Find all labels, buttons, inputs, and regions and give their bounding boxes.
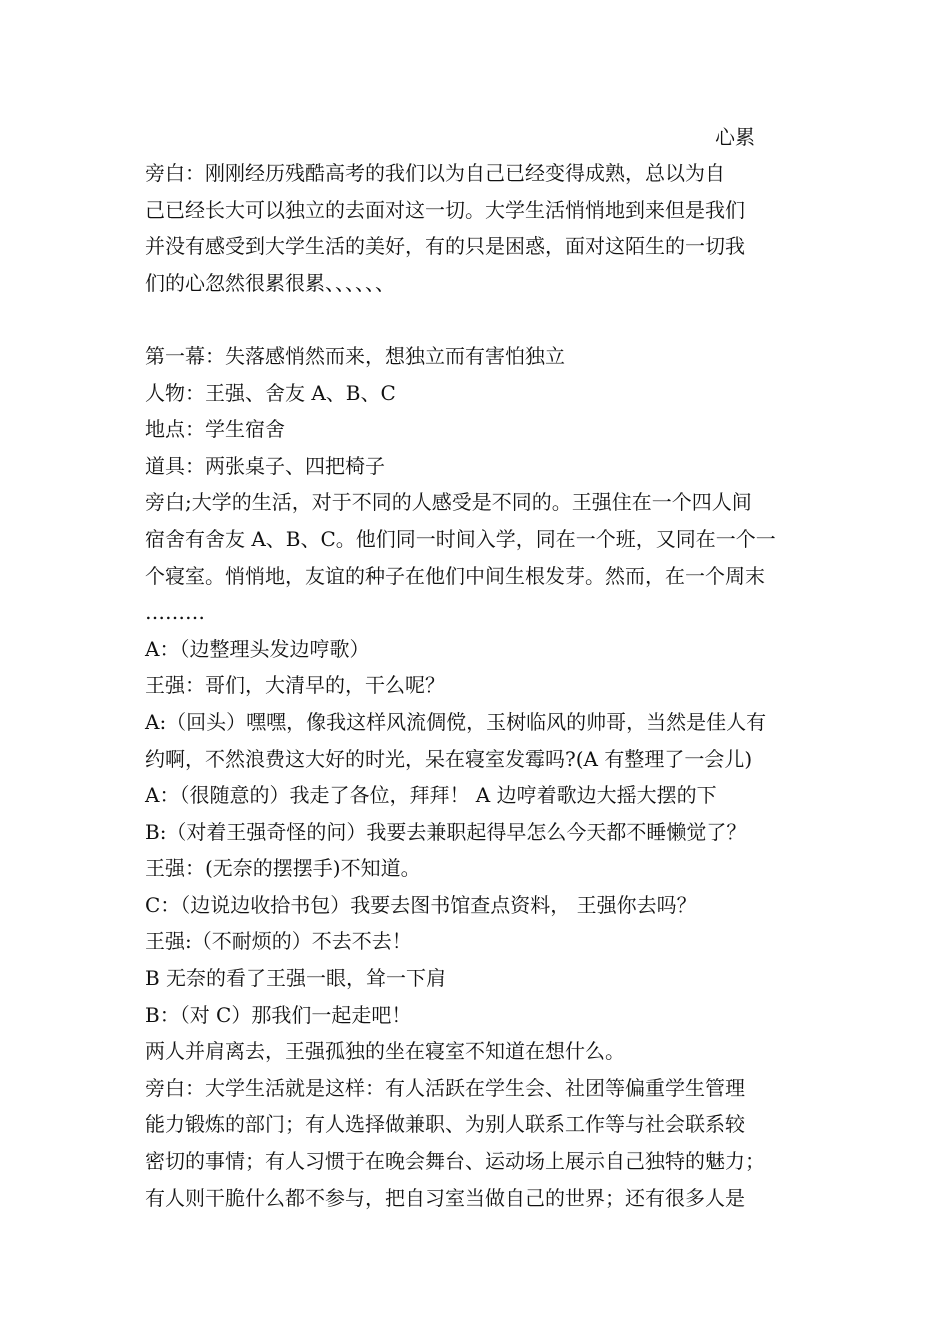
script-line: B:（对着王强奇怪的问）我要去兼职起得早怎么今天都不睡懒觉了？ <box>145 819 747 844</box>
script-line: 有人则干脆什么都不参与，把自习室当做自己的世界；还有很多人是 <box>145 1185 745 1210</box>
script-line: C：（边说边收拾书包）我要去图书馆查点资料， 王强你去吗？ <box>145 892 697 917</box>
script-line: 王强：哥们，大清早的，干么呢？ <box>145 673 445 698</box>
script-line: A：（很随意的）我走了各位，拜拜！ A 边哼着歌边大摇大摆的下 <box>145 783 717 808</box>
document-title: 心累 <box>715 125 755 149</box>
script-line: A:（回头）嘿嘿，像我这样风流倜傥，玉树临风的帅哥，当然是佳人有 <box>145 709 767 734</box>
script-line: ……… <box>145 600 205 625</box>
intro-line: 们的心忽然很累很累、、、、、、 <box>145 270 395 295</box>
document-body <box>145 155 815 1216</box>
act-heading: 第一幕：失落感悄然而来，想独立而有害怕独立 <box>145 343 565 368</box>
script-line: 王强：(无奈的摆摆手)不知道。 <box>145 856 421 881</box>
location-line: 地点：学生宿舍 <box>145 417 285 442</box>
script-line: 宿舍有舍友 A、B、C。他们同一时间入学，同在一个班，又同在一个一 <box>145 526 776 551</box>
script-line: 王强:（不耐烦的）不去不去！ <box>145 929 412 954</box>
script-line: 个寝室。悄悄地，友谊的种子在他们中间生根发芽。然而，在一个周末 <box>145 563 765 588</box>
intro-line: 旁白：刚刚经历残酷高考的我们以为自己已经变得成熟，总以为自 <box>145 161 725 185</box>
props-line: 道具：两张桌子、四把椅子 <box>145 453 385 478</box>
script-line: A：（边整理头发边哼歌） <box>145 636 370 661</box>
script-line: 旁白;大学的生活，对于不同的人感受是不同的。王强住在一个四人间 <box>145 490 752 515</box>
script-line: 旁白：大学生活就是这样：有人活跃在学生会、社团等偏重学生管理 <box>145 1075 745 1100</box>
script-line: 两人并肩离去，王强孤独的坐在寝室不知道在想什么。 <box>145 1039 625 1064</box>
script-line: 密切的事情；有人习惯于在晚会舞台、运动场上展示自己独特的魅力； <box>145 1149 765 1174</box>
characters-line: 人物：王强、舍友 A、B、C <box>145 380 396 405</box>
paragraph-gap <box>145 301 815 338</box>
script-line: 约啊，不然浪费这大好的时光，呆在寝室发霉吗?(A 有整理了一会儿) <box>145 746 753 771</box>
script-line: B 无奈的看了王强一眼，耸一下肩 <box>145 966 447 991</box>
intro-line: 并没有感受到大学生活的美好，有的只是困惑，面对这陌生的一切我 <box>145 234 745 259</box>
intro-line: 己已经长大可以独立的去面对这一切。大学生活悄悄地到来但是我们 <box>145 197 745 222</box>
script-line: 能力锻炼的部门；有人选择做兼职、为别人联系工作等与社会联系较 <box>145 1112 745 1137</box>
script-line: B：（对 C）那我们一起走吧！ <box>145 1002 412 1027</box>
